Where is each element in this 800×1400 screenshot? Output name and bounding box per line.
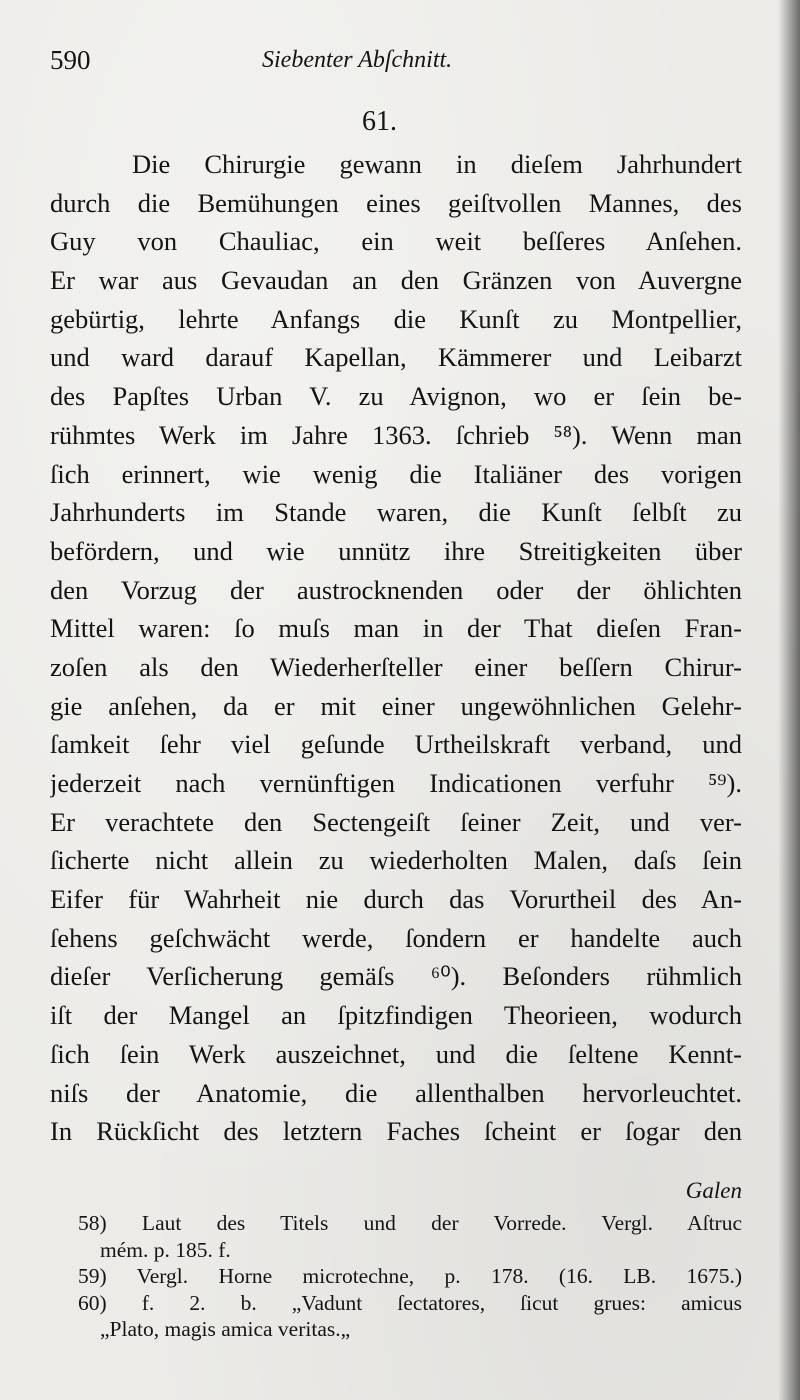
running-head: Siebenter Abſchnitt. [262, 47, 453, 73]
footnotes [78, 1210, 742, 1343]
text-line: Guy von Chauliac, ein weit beſſeres Anſehen. [50, 226, 742, 257]
text-line: gebürtig, lehrte Anfangs die Kunſt zu Montpellier, [50, 303, 742, 334]
text-line: Eifer für Wahrheit nie durch das Vorurtheil des An- [50, 884, 742, 915]
text-line: ſich ſein Werk auszeichnet, und die ſeltene Kennt- [50, 1038, 742, 1069]
text-line: durch die Bemühungen eines geiſtvollen Mannes, des [50, 187, 742, 218]
text-line: Jahrhunderts im Stande waren, die Kunſt ſelbſt zu [50, 497, 742, 528]
text-line: und ward darauf Kapellan, Kämmerer und Leibarzt [50, 342, 742, 373]
text-line: ſamkeit ſehr viel geſunde Urtheilskraft verband, und [50, 729, 742, 760]
footnote-line: mém. p. 185. f. [100, 1237, 231, 1262]
footnote-line: 59) Vergl. Horne microtechne, p. 178. (16. LB. 1675.) [78, 1264, 742, 1288]
text-line: befördern, und wie unnütz ihre Streitigkeiten über [50, 535, 742, 566]
text-line: In Rückſicht des letztern Faches ſcheint er ſogar den [50, 1116, 742, 1147]
page-edge-shadow [778, 0, 800, 1400]
section-number: 61. [362, 106, 397, 137]
body-text [50, 145, 742, 1151]
text-line: dieſer Verſicherung gemäſs ⁶⁰). Beſonders rühmlich [50, 961, 742, 992]
footnote-line: „Plato, magis amica veritas.„ [100, 1317, 351, 1341]
footnote-line: 60) f. 2. b. „Vadunt ſectatores, ſicut grues: amicus [78, 1290, 742, 1315]
page-number: 590 [50, 45, 91, 75]
page-header [50, 45, 750, 85]
text-line: rühmtes Werk im Jahre 1363. ſchrieb ⁵⁸). Wenn man [50, 419, 742, 450]
text-line: des Papſtes Urban V. zu Avignon, wo er ſein be- [50, 381, 742, 412]
text-line: ſich erinnert, wie wenig die Italiäner des vorigen [50, 458, 742, 489]
catchword: Galen [685, 1178, 742, 1203]
text-line: niſs der Anatomie, die allenthalben hervorleuchtet. [50, 1077, 742, 1108]
text-line: jederzeit nach vernünftigen Indicationen verfuhr ⁵⁹). [50, 768, 742, 798]
text-line: Die Chirurgie gewann in dieſem Jahrhundert [132, 149, 742, 179]
footnote-line: 58) Laut des Titels und der Vorrede. Vergl. Aſtruc [78, 1211, 742, 1235]
text-line: ſehens geſchwächt werde, ſondern er handelte auch [50, 922, 742, 953]
text-line: iſt der Mangel an ſpitzfindigen Theorieen, wodurch [50, 1000, 742, 1031]
text-line: gie anſehen, da er mit einer ungewöhnlichen Gelehr- [50, 690, 742, 721]
text-line: Er war aus Gevaudan an den Gränzen von Auvergne [50, 265, 742, 296]
text-line: den Vorzug der austrocknenden oder der öhlichten [50, 574, 742, 605]
text-line: zoſen als den Wiederherſteller einer beſſern Chirur- [50, 651, 742, 682]
text-line: Mittel waren: ſo muſs man in der That dieſen Fran- [50, 613, 742, 644]
text-line: Er verachtete den Sectengeiſt ſeiner Zeit, und ver- [50, 806, 742, 837]
text-line: ſicherte nicht allein zu wiederholten Malen, daſs ſein [50, 845, 742, 876]
